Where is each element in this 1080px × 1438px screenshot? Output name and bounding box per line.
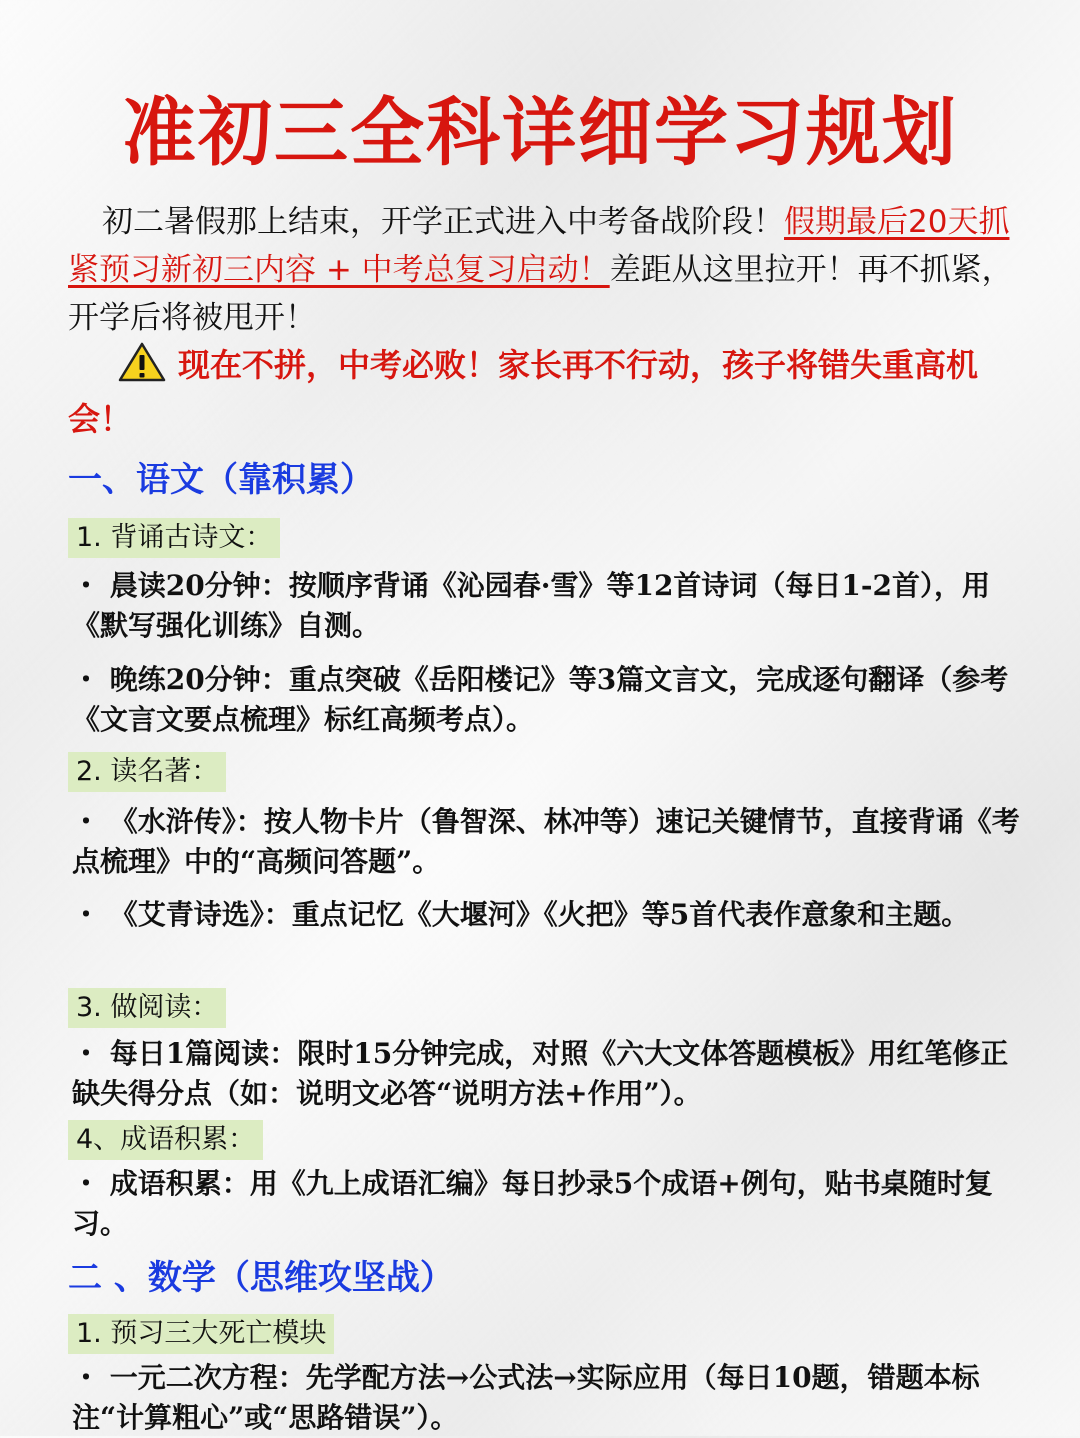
warning-callout bbox=[68, 338, 1018, 446]
subsection-label: 4、成语积累： bbox=[68, 1120, 263, 1160]
intro-highlight: 假期最后20天抓紧预习新初三内容 + 中考总复习启动！ bbox=[68, 204, 1010, 288]
list-item: ・ 晨读20分钟：按顺序背诵《沁园春·雪》等12首诗词（每日1-2首），用《默写强化训练》自测。 bbox=[72, 569, 991, 642]
list-item: ・ 一元二次方程：先学配方法→公式法→实际应用（每日10题，错题本标注“计算粗心”或“思路错误”）。 bbox=[72, 1361, 980, 1434]
list-item: ・ 晚练20分钟：重点突破《岳阳楼记》等3篇文言文，完成逐句翻译（参考《文言文要点梳理》标红高频考点）。 bbox=[72, 663, 1009, 736]
subsection-label: 1. 预习三大死亡模块 bbox=[68, 1314, 334, 1354]
intro-paragraph bbox=[68, 198, 1018, 342]
list-item: ・ 《艾青诗选》：重点记忆《大堰河》《火把》等5首代表作意象和主题。 bbox=[72, 898, 970, 931]
section-heading-chinese: 一、语文（靠积累） bbox=[68, 460, 374, 500]
intro-text-end: 差距从这里拉开！再不抓紧，开学后将被甩开！ bbox=[68, 252, 1013, 336]
intro-text: 初二暑假那上结束，开学正式进入中考备战阶段！ bbox=[102, 204, 784, 240]
warning-text: 现在不拼，中考必败！家长再不行动，孩子将错失重高机会！ bbox=[68, 346, 979, 438]
subsection-label: 3. 做阅读： bbox=[68, 988, 226, 1028]
page-title: 准初三全科详细学习规划 bbox=[122, 90, 958, 176]
subsection-label: 1. 背诵古诗文： bbox=[68, 518, 280, 558]
list-item: ・ 成语积累：用《九上成语汇编》每日抄录5个成语+例句，贴书桌随时复习。 bbox=[72, 1167, 993, 1240]
list-item: ・ 每日1篇阅读：限时15分钟完成，对照《六大文体答题模板》用红笔修正缺失得分点（如：说明文必答“说明方法+作用”）。 bbox=[72, 1037, 1009, 1110]
section-heading-math: 二 、数学（思维攻坚战） bbox=[68, 1258, 454, 1298]
subsection-label: 2. 读名著： bbox=[68, 752, 226, 792]
list-item: ・ 《水浒传》：按人物卡片（鲁智深、林冲等）速记关键情节，直接背诵《考点梳理》中的“高频问答题”。 bbox=[72, 805, 1020, 878]
warning-triangle-icon bbox=[118, 342, 166, 382]
